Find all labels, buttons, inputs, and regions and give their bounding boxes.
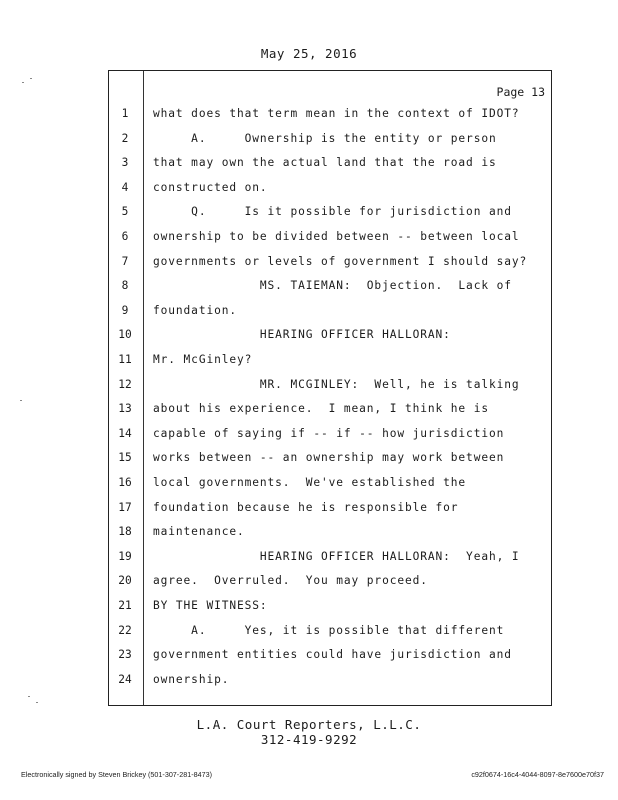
- line-number: 21: [118, 599, 132, 612]
- line-number: 1: [121, 107, 129, 120]
- line-text: MS. TAIEMAN: Objection. Lack of: [153, 279, 512, 293]
- line-number: 22: [118, 623, 132, 637]
- transcript-line: [109, 525, 553, 550]
- line-number: 9: [121, 303, 129, 317]
- scan-speck: [28, 696, 30, 697]
- transcript-line: [109, 378, 553, 403]
- line-text: MR. MCGINLEY: Well, he is talking: [153, 377, 520, 391]
- transcript-line: [109, 476, 553, 501]
- line-number: 14: [118, 426, 132, 440]
- line-text: local governments. We've established the: [153, 476, 467, 489]
- line-text: what does that term mean in the context of IDOT?: [153, 107, 520, 120]
- transcript-date: May 25, 2016: [260, 46, 358, 61]
- transcript-line: [109, 255, 553, 280]
- electronic-signature-note: Electronically signed by Steven Brickey (501-307-281-8473): [21, 770, 212, 779]
- line-text: governments or levels of government I should say?: [153, 254, 528, 268]
- line-text: BY THE WITNESS:: [153, 599, 268, 612]
- line-number: 13: [118, 402, 132, 416]
- transcript-line: [109, 574, 553, 599]
- line-text: constructed on.: [153, 180, 268, 194]
- transcript-line: [109, 673, 553, 698]
- line-text: HEARING OFFICER HALLORAN:: [153, 328, 451, 342]
- line-number: 11: [118, 353, 132, 366]
- transcript-line: [109, 501, 553, 526]
- transcript-line: [109, 550, 553, 575]
- line-text: that may own the actual land that the road is: [153, 156, 497, 170]
- line-text: A. Ownership is the entity or person: [153, 131, 497, 145]
- scan-speck: [22, 82, 24, 83]
- line-text: ownership.: [153, 672, 230, 686]
- transcript-frame: [108, 70, 552, 706]
- line-text: Q. Is it possible for jurisdiction and: [153, 205, 512, 219]
- line-number: 15: [118, 451, 132, 465]
- line-text: HEARING OFFICER HALLORAN: Yeah, I: [153, 549, 520, 563]
- line-text: government entities could have jurisdiction and: [153, 648, 512, 662]
- scan-speck: [20, 400, 22, 401]
- transcript-line: [109, 181, 553, 206]
- line-number: 20: [118, 574, 132, 588]
- line-number: 10: [118, 328, 132, 342]
- transcript-line: [109, 599, 553, 624]
- line-number: 16: [118, 476, 132, 489]
- line-number: 5: [121, 205, 129, 219]
- transcript-line: [109, 205, 553, 230]
- line-number: 4: [121, 180, 129, 194]
- line-number: 7: [121, 254, 129, 268]
- line-number: 12: [118, 377, 132, 391]
- transcript-line: [109, 451, 553, 476]
- scan-speck: [36, 702, 38, 703]
- line-text: about his experience. I mean, I think he is: [153, 402, 489, 416]
- document-id: c92f0674-16c4-4044-8097-8e7600e70f37: [471, 770, 604, 779]
- transcript-line: [109, 132, 553, 157]
- line-number: 2: [121, 131, 129, 145]
- transcript-line: [109, 624, 553, 649]
- transcript-line: [109, 107, 553, 132]
- line-text: foundation.: [153, 303, 237, 317]
- line-number: 23: [118, 648, 132, 662]
- transcript-line: [109, 648, 553, 673]
- transcript-line: [109, 427, 553, 452]
- line-text: foundation because he is responsible for: [153, 500, 459, 514]
- line-number: 19: [118, 549, 132, 563]
- footer-phone: 312-419-9292: [260, 732, 358, 747]
- line-text: maintenance.: [153, 525, 245, 539]
- line-text: Mr. McGinley?: [153, 353, 253, 366]
- scan-speck: [30, 78, 32, 79]
- page-label: Page 13: [496, 85, 545, 99]
- line-number: 17: [118, 500, 132, 514]
- transcript-line: [109, 230, 553, 255]
- line-text: agree. Overruled. You may proceed.: [153, 574, 428, 588]
- transcript-line: [109, 156, 553, 181]
- line-text: capable of saying if -- if -- how jurisdiction: [153, 426, 505, 440]
- line-number: 18: [118, 525, 132, 539]
- line-text: A. Yes, it is possible that different: [153, 623, 505, 637]
- line-number: 6: [121, 230, 129, 243]
- transcript-line: [109, 353, 553, 378]
- line-number: 8: [121, 279, 129, 293]
- transcript-line: [109, 328, 553, 353]
- footer-company: L.A. Court Reporters, L.L.C.: [196, 717, 422, 732]
- transcript-line: [109, 304, 553, 329]
- transcript-line: [109, 402, 553, 427]
- line-text: ownership to be divided between -- between local: [153, 230, 520, 243]
- line-number: 3: [121, 156, 129, 170]
- line-number: 24: [118, 672, 132, 686]
- line-text: works between -- an ownership may work between: [153, 451, 505, 465]
- transcript-line: [109, 279, 553, 304]
